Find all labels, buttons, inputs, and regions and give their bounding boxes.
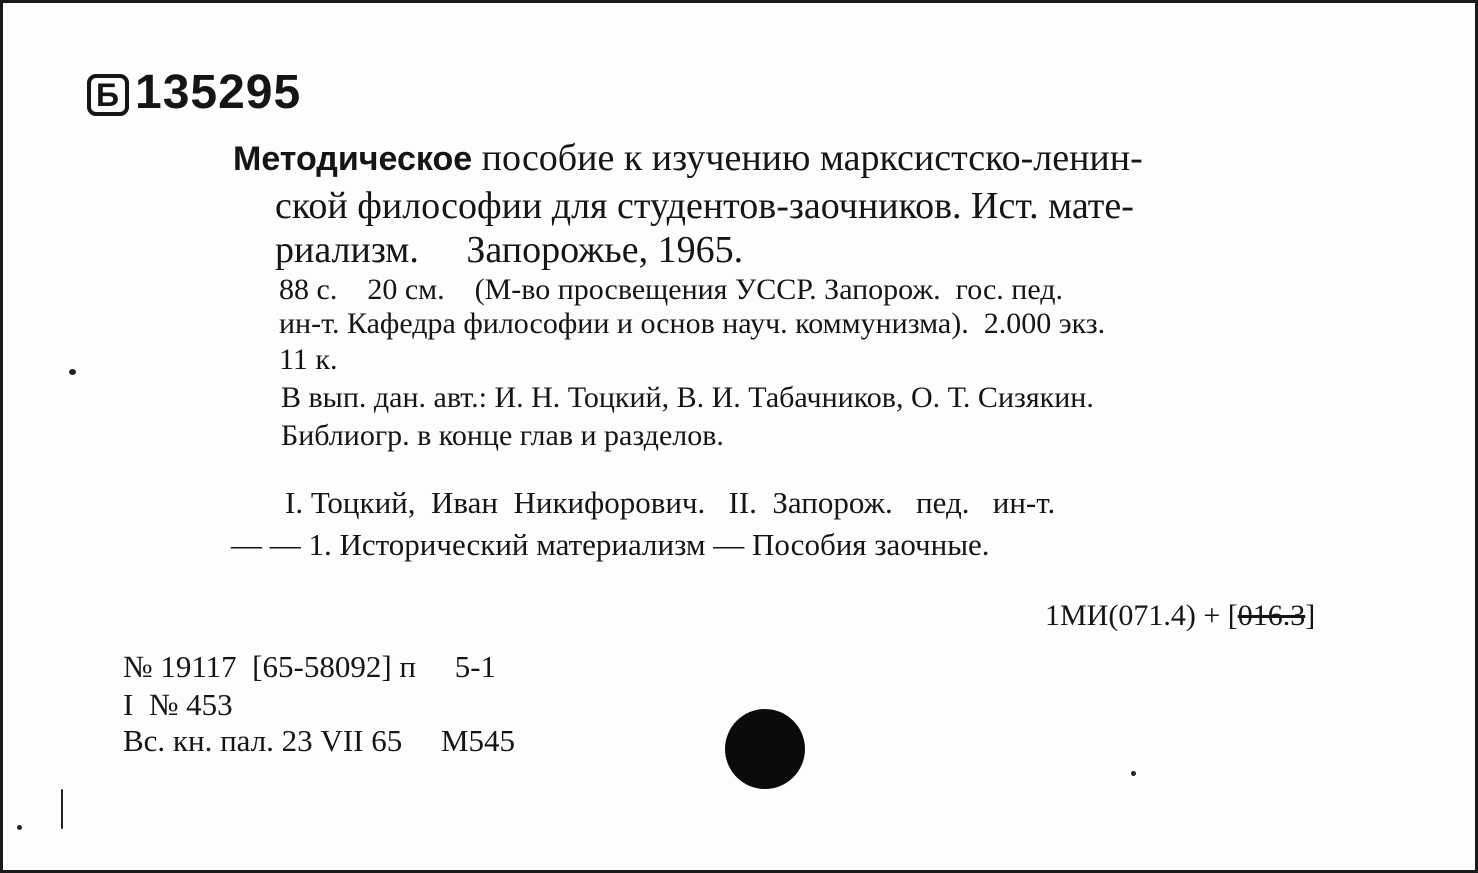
- scan-speck: [1131, 771, 1136, 776]
- scan-speck: [69, 369, 76, 375]
- title-line-1-rest: пособие к изучению марксистско-ленин-: [481, 137, 1143, 179]
- tracings-line-1: I. Тоцкий, Иван Никифорович. II. Запорож. пед. ин-т.: [285, 485, 1056, 520]
- notes-line-1: В вып. дан. авт.: И. Н. Тоцкий, В. И. Табачников, О. Т. Сизякин.: [281, 381, 1094, 414]
- imprint-line-2: I № 453: [123, 687, 233, 722]
- description-line-1: 88 с. 20 см. (М-во просвещения УССР. Запорож. гос. пед.: [279, 273, 1064, 306]
- inventory-digits: 135295: [135, 66, 302, 119]
- notes-line-2: Библиогр. в конце глав и разделов.: [281, 419, 724, 452]
- scan-speck: [17, 825, 22, 830]
- classification-struck: 016.3: [1237, 599, 1306, 632]
- title-line-2: ской философии для студентов-заочников. Ист. мате-: [275, 185, 1134, 227]
- scan-mark: [61, 789, 63, 829]
- classification-suffix: ]: [1305, 599, 1316, 632]
- tracings-line-2: — — 1. Исторический материализм — Пособия заочные.: [231, 527, 990, 562]
- imprint-line-1: № 19117 [65-58092] п 5-1: [123, 649, 497, 684]
- description-line-2: ин-т. Кафедра философии и основ науч. коммунизма). 2.000 экз.: [279, 307, 1106, 340]
- title-line-3: риализм. Запорожье, 1965.: [275, 229, 744, 271]
- inventory-number: [87, 65, 301, 120]
- classification-prefix: 1МИ(071.4) + [: [1045, 599, 1238, 632]
- punch-hole: [725, 709, 805, 789]
- title-lead: Методическое: [233, 140, 473, 178]
- classification-index: [1045, 601, 1315, 631]
- description-line-3: 11 к.: [279, 343, 338, 376]
- title-line-1: [233, 139, 1143, 177]
- inventory-letter: Б: [87, 74, 129, 116]
- imprint-line-3: Вс. кн. пал. 23 VII 65 М545: [123, 723, 516, 758]
